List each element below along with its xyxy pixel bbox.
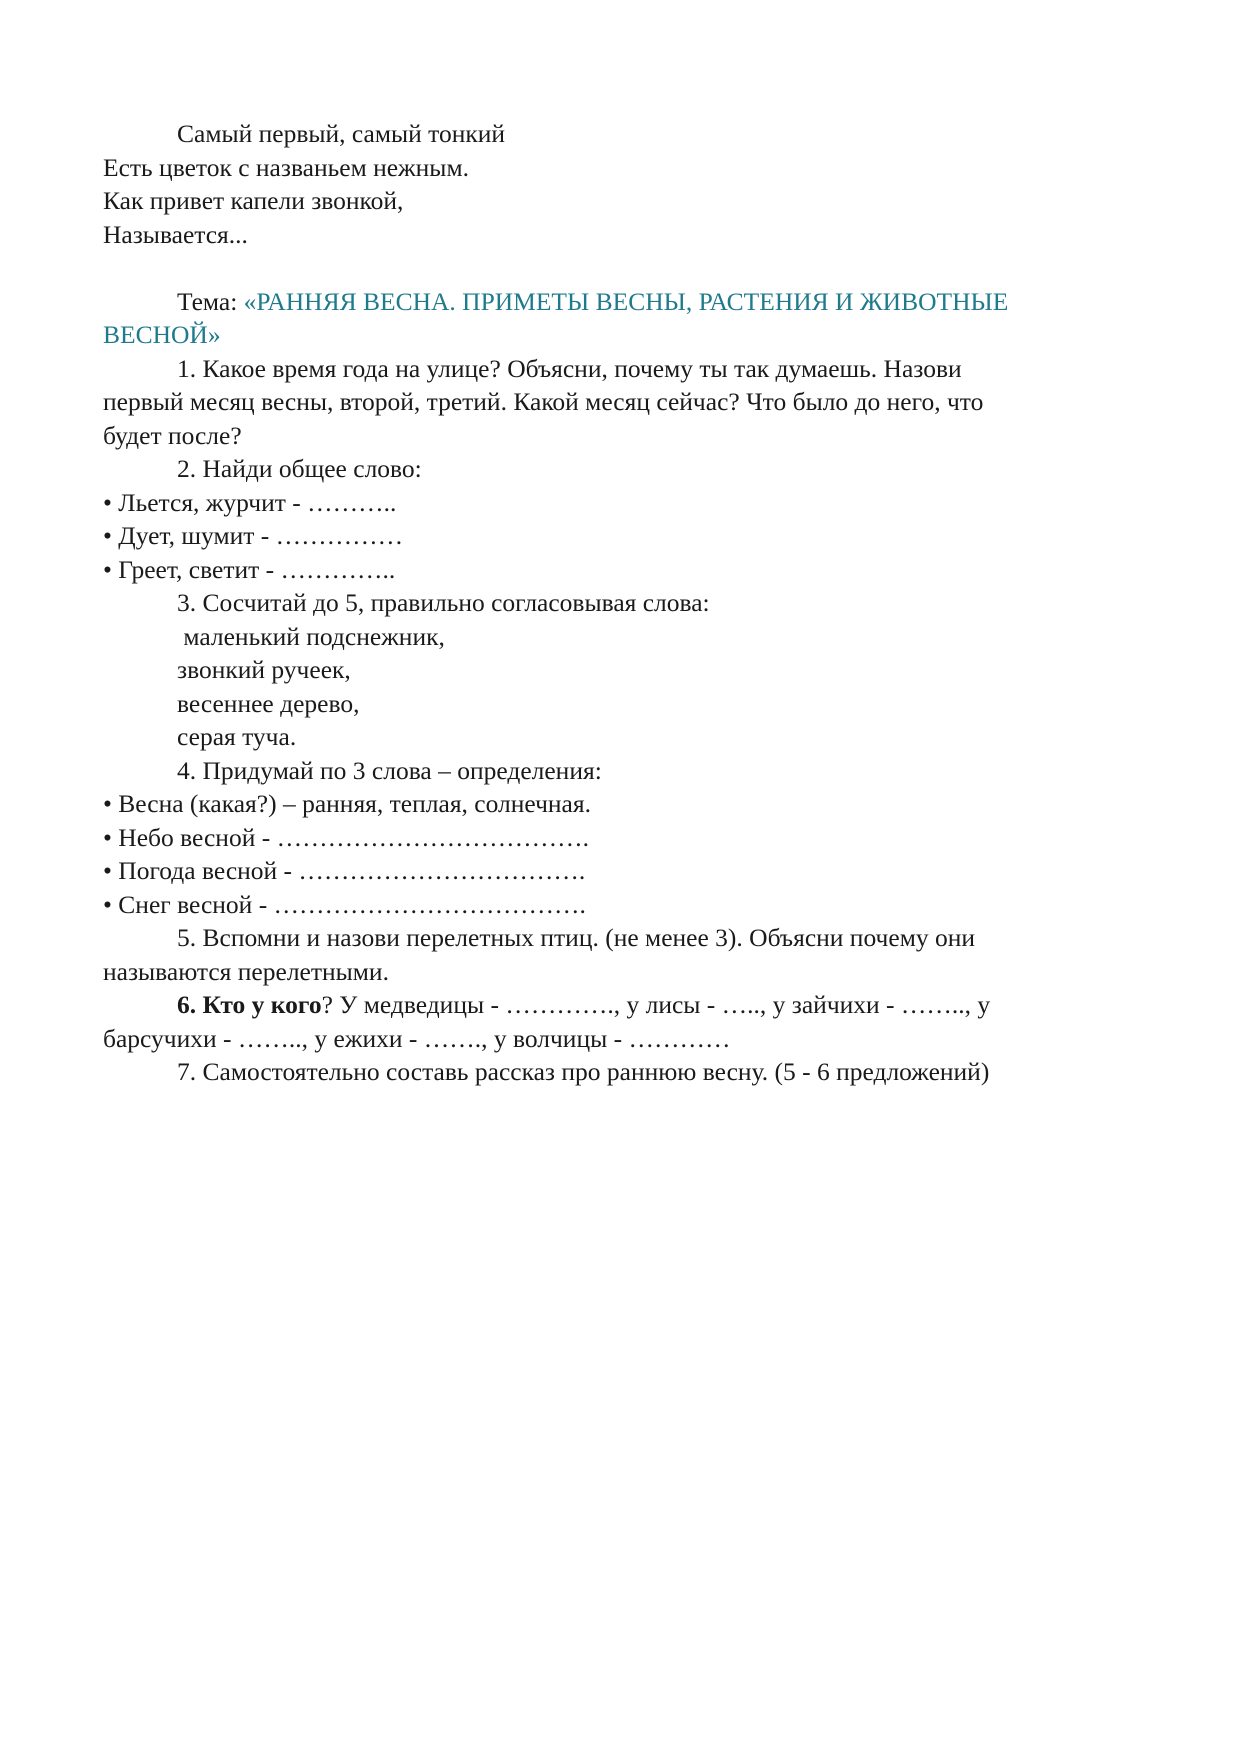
task-4-item: • Весна (какая?) – ранняя, теплая, солнечная. [103,789,591,818]
task-5 [103,921,1143,988]
riddle-poem [103,117,1143,251]
task-3-item: маленький подснежник, [177,621,445,651]
task-1-line-3: будет после? [103,420,242,450]
task-3-item: весеннее дерево, [177,688,360,718]
document-page [103,117,1143,1089]
task-3 [103,586,1143,754]
task-7 [103,1055,1143,1089]
riddle-line-1: Самый первый, самый тонкий [177,119,506,148]
task-7-line-1: 7. Самостоятельно составь рассказ про раннюю весну. (5 - 6 предложений) [177,1057,990,1086]
task-3-item: звонкий ручеек, [177,655,351,684]
task-2-item: • Льется, журчит - ……….. [103,487,397,517]
task-4-heading: 4. Придумай по 3 слова – определения: [177,755,602,785]
task-3-heading: 3. Сосчитай до 5, правильно согласовывая слова: [177,588,710,617]
topic-title-line-1: «РАННЯЯ ВЕСНА. ПРИМЕТЫ ВЕСНЫ, РАСТЕНИЯ И ЖИВОТНЫЕ [243,286,1009,316]
task-1-line-2: первый месяц весны, второй, третий. Какой месяц сейчас? Что было до него, что [103,387,984,416]
riddle-line-4: Называется... [103,219,248,249]
riddle-line-3: Как привет капели звонкой, [103,186,404,215]
topic-title-line-2: ВЕСНОЙ» [103,320,221,349]
topic-heading [103,285,1143,352]
task-2 [103,452,1143,586]
task-3-item: серая туча. [177,722,297,751]
task-2-item: • Дует, шумит - …………… [103,521,404,550]
task-5-line-1: 5. Вспомни и назови перелетных птиц. (не менее 3). Объясни почему они [177,923,975,952]
task-2-heading: 2. Найди общее слово: [177,454,422,483]
task-6-line-1: ? У медведицы - …………., у лисы - ….., у зайчихи - …….., у [321,990,991,1019]
task-5-line-2: называются перелетными. [103,956,389,986]
task-2-item: • Греет, светит - ………….. [103,554,396,584]
task-4-item: • Снег весной - ………………………………. [103,889,586,919]
task-6-line-2: барсучихи - …….., у ежихи - ……., у волчицы - ………… [103,1023,731,1053]
task-4 [103,754,1143,922]
task-4-item: • Погода весной - ……………………………. [103,856,586,885]
task-6-bold-question: 6. Кто у кого [177,990,322,1019]
task-6 [103,988,1143,1055]
riddle-line-2: Есть цветок с названьем нежным. [103,152,469,182]
topic-label: Тема: [177,286,244,316]
task-1 [103,352,1143,453]
task-1-line-1: 1. Какое время года на улице? Объясни, почему ты так думаешь. Назови [177,353,962,383]
task-4-item: • Небо весной - ………………………………. [103,822,589,852]
